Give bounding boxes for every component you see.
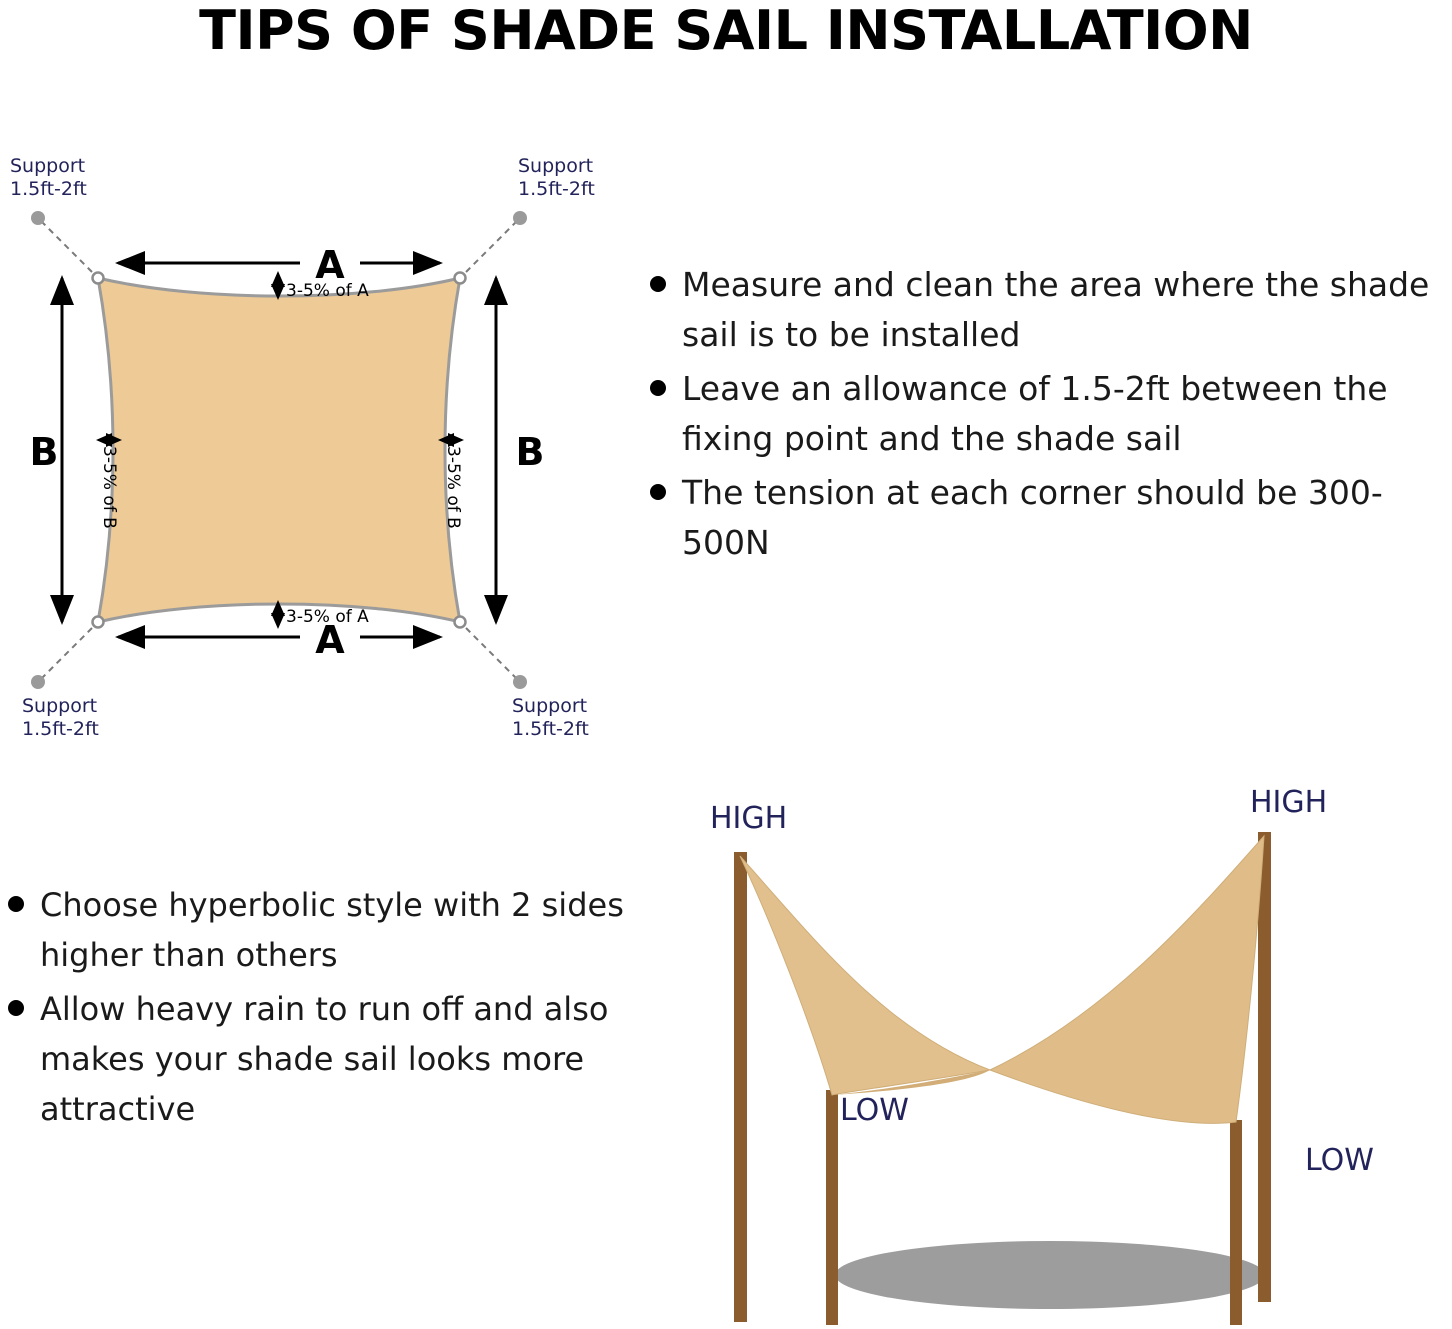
support-dot-bottom-left bbox=[31, 675, 45, 689]
sail-shape bbox=[98, 278, 460, 622]
eyelet-bottom-left bbox=[93, 617, 104, 628]
label-low-left: LOW bbox=[840, 1093, 909, 1128]
support-label-top-right-line2: 1.5ft-2ft bbox=[518, 178, 595, 200]
bullet-icon bbox=[8, 896, 24, 912]
support-label-top-right-line1: Support bbox=[518, 155, 594, 177]
tip-text: Allow heavy rain to run off and also makes your shade sail looks more attractive bbox=[40, 990, 609, 1128]
dim-label-left-b: B bbox=[29, 430, 59, 474]
top-tips-list bbox=[650, 260, 1450, 572]
sail-panel-right bbox=[990, 836, 1264, 1123]
support-label-bottom-right-line1: Support bbox=[512, 695, 588, 717]
bullet-icon bbox=[650, 380, 666, 396]
shade-sail-dimension-diagram bbox=[0, 150, 660, 750]
support-dot-top-left bbox=[31, 211, 45, 225]
support-line-top-right bbox=[466, 222, 516, 272]
eyelet-top-right bbox=[455, 273, 466, 284]
label-high-right: HIGH bbox=[1250, 785, 1328, 820]
dim-label-bottom-a: A bbox=[315, 618, 345, 662]
curve-label-top: 3-5% of A bbox=[286, 281, 369, 301]
list-item bbox=[650, 468, 1450, 568]
support-label-top-left-line1: Support bbox=[10, 155, 86, 177]
list-item bbox=[650, 260, 1450, 360]
support-label-bottom-right-line2: 1.5ft-2ft bbox=[512, 718, 589, 740]
curve-label-bottom: 3-5% of A bbox=[286, 607, 369, 627]
list-item bbox=[0, 984, 640, 1134]
eyelet-bottom-right bbox=[455, 617, 466, 628]
tip-text: Choose hyperbolic style with 2 sides higher than others bbox=[40, 886, 624, 974]
sail-panel-left bbox=[740, 856, 990, 1095]
label-high-left: HIGH bbox=[710, 801, 788, 836]
support-dot-bottom-right bbox=[513, 675, 527, 689]
support-line-top-left bbox=[42, 222, 92, 272]
page-title: TIPS OF SHADE SAIL INSTALLATION bbox=[199, 0, 1253, 62]
label-low-right: LOW bbox=[1305, 1143, 1374, 1178]
support-line-bottom-left bbox=[42, 628, 92, 678]
tip-text: Leave an allowance of 1.5-2ft between the fixing point and the shade sail bbox=[682, 369, 1388, 458]
dim-label-right-b: B bbox=[515, 430, 545, 474]
tip-text: The tension at each corner should be 300-500N bbox=[682, 473, 1383, 562]
bullet-icon bbox=[650, 276, 666, 292]
curve-label-right: 3-5% of B bbox=[443, 446, 463, 529]
support-line-bottom-right bbox=[466, 628, 516, 678]
eyelet-top-left bbox=[93, 273, 104, 284]
dim-label-top-a: A bbox=[315, 243, 345, 287]
list-item bbox=[0, 880, 640, 980]
bottom-tips-list bbox=[0, 880, 640, 1138]
bullet-icon bbox=[8, 1000, 24, 1016]
support-dot-top-right bbox=[513, 211, 527, 225]
support-label-bottom-left-line2: 1.5ft-2ft bbox=[22, 718, 99, 740]
post-low-right bbox=[1230, 1120, 1242, 1325]
post-high-left bbox=[734, 852, 747, 1322]
list-item bbox=[650, 364, 1450, 464]
curve-label-left: 3-5% of B bbox=[99, 446, 119, 529]
post-low-left bbox=[826, 1090, 838, 1325]
bullet-icon bbox=[650, 484, 666, 500]
support-label-bottom-left-line1: Support bbox=[22, 695, 98, 717]
hyperbolic-sail-illustration bbox=[650, 770, 1450, 1325]
post-high-right bbox=[1258, 832, 1271, 1302]
support-label-top-left-line2: 1.5ft-2ft bbox=[10, 178, 87, 200]
tip-text: Measure and clean the area where the shade sail is to be installed bbox=[682, 265, 1430, 354]
